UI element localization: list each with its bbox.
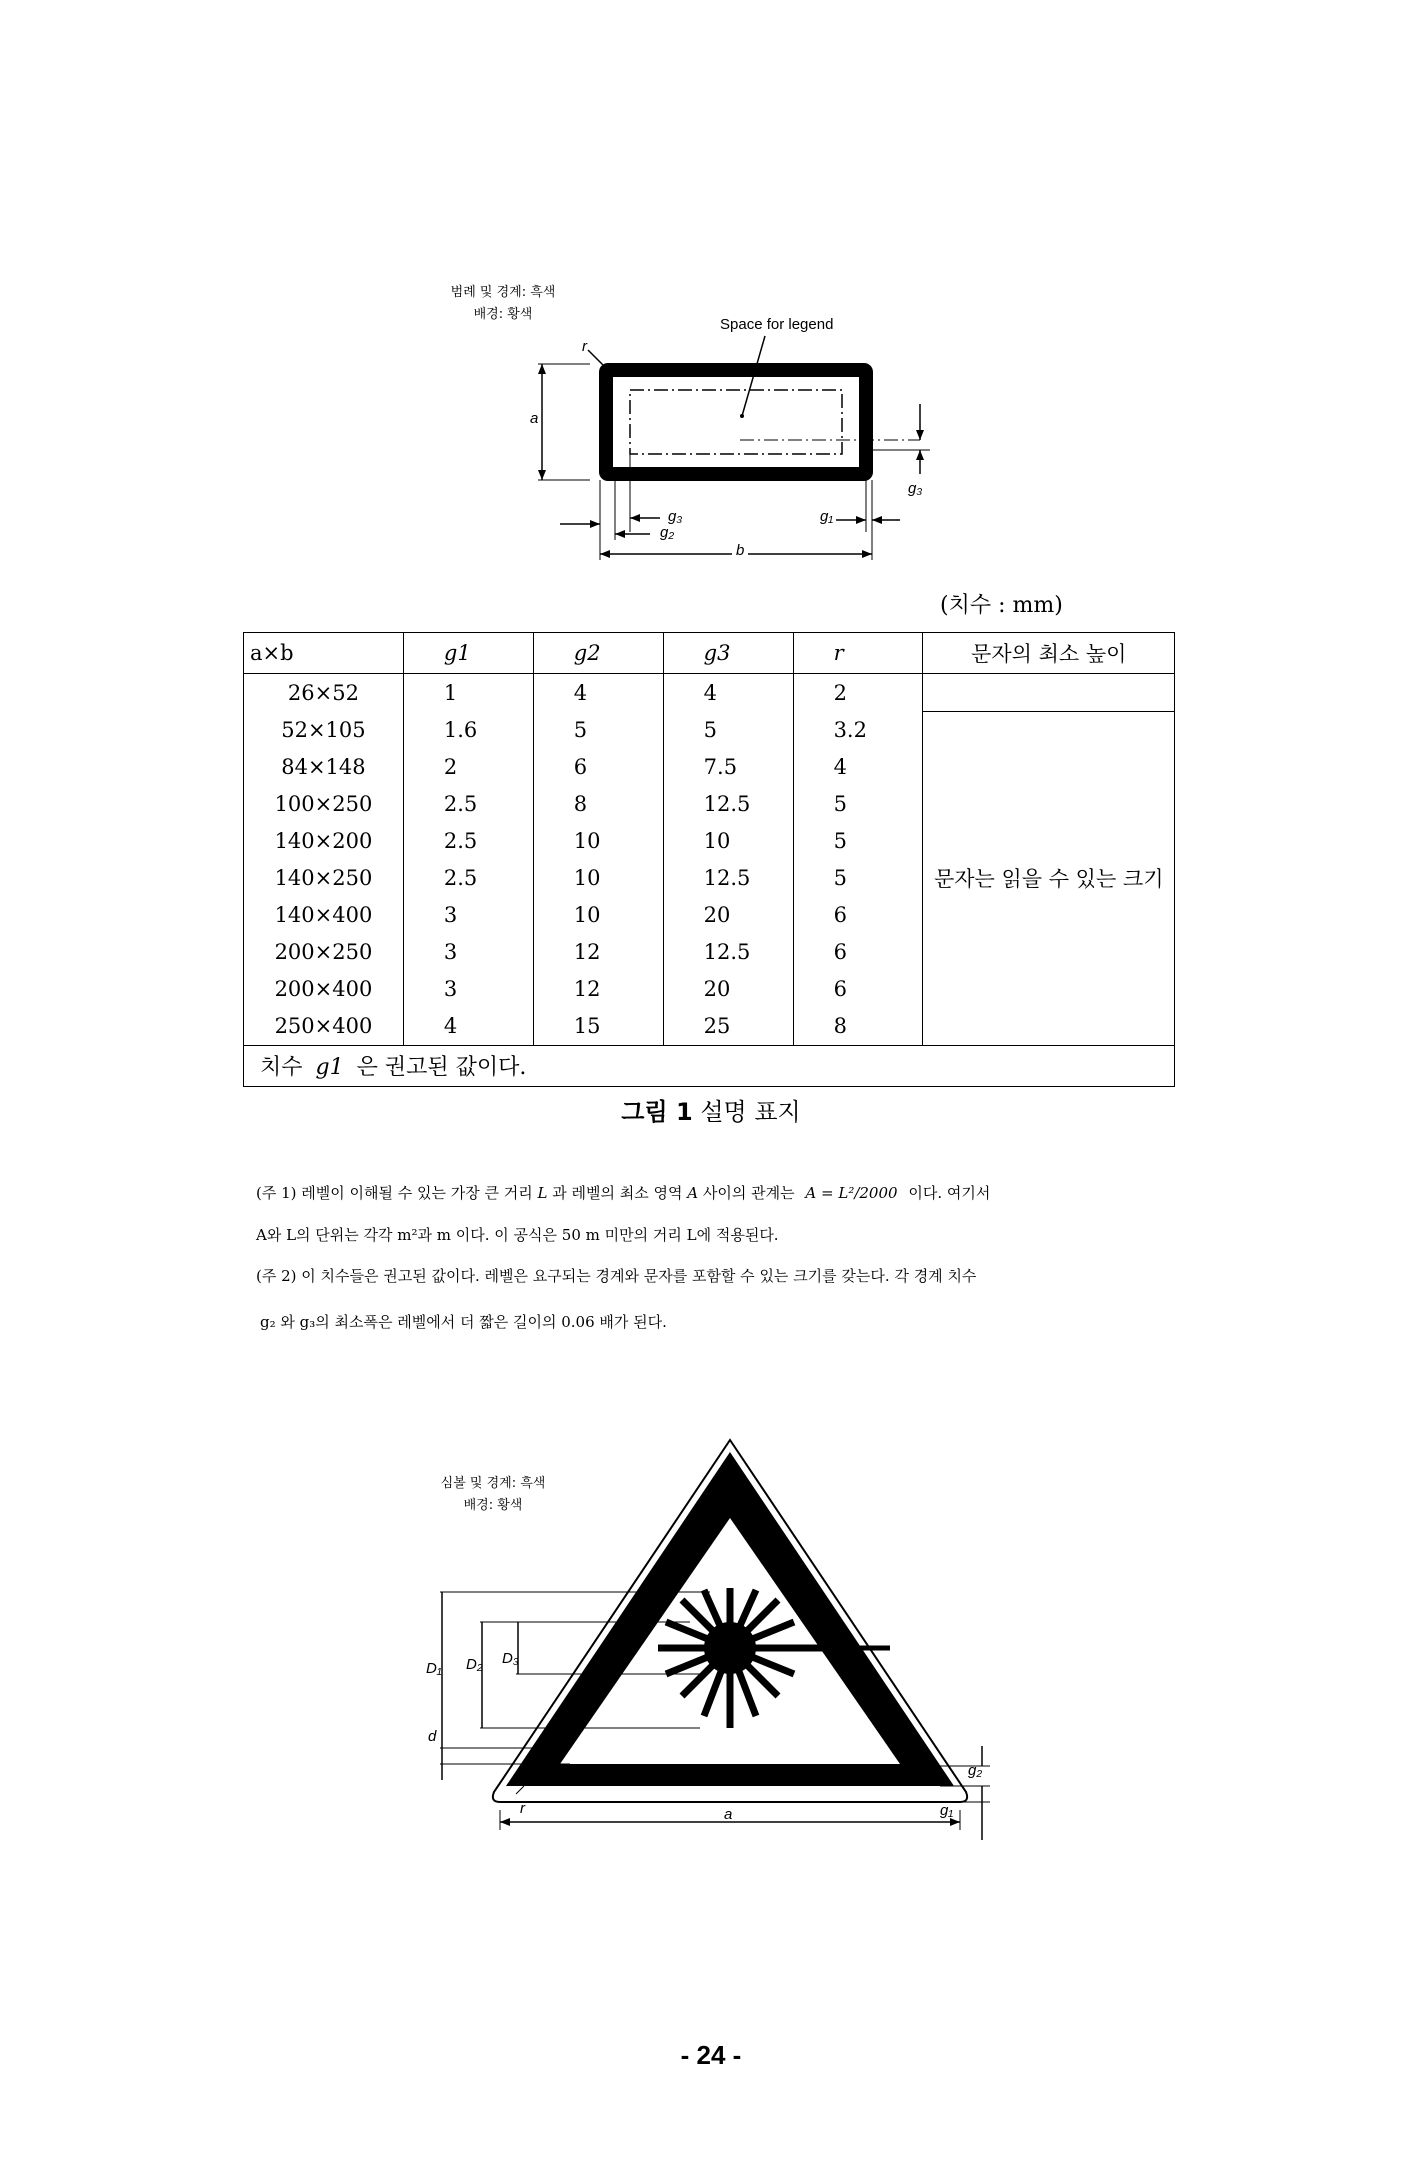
note1-part-b: 과 레벨의 최소 영역	[552, 1184, 683, 1202]
header-min-height: 문자의 최소 높이	[923, 633, 1175, 674]
table-cell: 15	[533, 1008, 663, 1046]
table-cell: 2.5	[403, 860, 533, 897]
note1-part-c: 사이의 관계는	[702, 1184, 795, 1202]
table-cell: 1.6	[403, 712, 533, 749]
table-cell: 5	[793, 823, 923, 860]
table-cell: 6	[793, 897, 923, 934]
fig1-legend-line2: 배경: 황색	[473, 307, 533, 322]
table-cell: 5	[663, 712, 793, 749]
table-cell: 5	[793, 786, 923, 823]
table-cell: 12	[533, 971, 663, 1008]
caption-text: 설명 표지	[700, 1098, 801, 1126]
fig2-dim-D3: D₃	[502, 1650, 519, 1667]
table-cell: 10	[533, 823, 663, 860]
note1-A: A	[687, 1184, 699, 1202]
note1-formula: A = L²/2000	[805, 1184, 898, 1202]
note1-part-d: 이다. 여기서	[908, 1184, 991, 1202]
header-g2: g2	[533, 633, 663, 674]
fig2-dim-a: a	[724, 1806, 733, 1823]
fig1-dim-g1: g₁	[820, 508, 834, 525]
table-cell: 200×250	[244, 934, 404, 971]
table-cell: 2	[793, 674, 923, 712]
table-cell: 10	[663, 823, 793, 860]
table-header-row	[244, 633, 1175, 674]
fig1-dim-g3-right: g₃	[908, 480, 923, 497]
note1-L: L	[537, 1184, 548, 1202]
table-cell: 1	[403, 674, 533, 712]
fig1-dim-g2: g₂	[660, 524, 675, 541]
header-axb: a×b	[244, 633, 404, 674]
fig2-dim-g1: g₁	[940, 1802, 954, 1819]
table-row	[244, 674, 1175, 712]
fig2-dim-D2: D₂	[466, 1656, 483, 1673]
table-note-prefix: 치수	[260, 1055, 303, 1080]
table-cell: 7.5	[663, 749, 793, 786]
table-cell: 250×400	[244, 1008, 404, 1046]
table-cell: 140×250	[244, 860, 404, 897]
header-g1: g1	[403, 633, 533, 674]
table-cell: 26×52	[244, 674, 404, 712]
table-cell: 100×250	[244, 786, 404, 823]
table-cell: 10	[533, 860, 663, 897]
laser-warning-sign	[420, 1430, 1020, 1850]
table-row	[244, 712, 1175, 749]
fig1-dim-b: b	[732, 542, 748, 559]
fig1-dim-r: r	[582, 338, 587, 355]
fig2-legend-line1: 심볼 및 경계: 흑색	[440, 1476, 546, 1491]
table-cell: 6	[533, 749, 663, 786]
table-cell: 2.5	[403, 786, 533, 823]
table-cell: 10	[533, 897, 663, 934]
table-cell: 3	[403, 934, 533, 971]
header-r: r	[793, 633, 923, 674]
table-cell: 52×105	[244, 712, 404, 749]
table-note-suffix: 은 권고된 값이다.	[356, 1055, 527, 1080]
fig2-legend-line2: 배경: 황색	[463, 1498, 523, 1513]
table-cell: 6	[793, 934, 923, 971]
fig2-dim-d: d	[428, 1728, 437, 1745]
note1-part-a: (주 1) 레벨이 이해될 수 있는 가장 큰 거리	[256, 1184, 533, 1202]
fig1-space-label: Space for legend	[720, 316, 834, 333]
table-cell: 25	[663, 1008, 793, 1046]
table-cell: 5	[533, 712, 663, 749]
table-cell: 3.2	[793, 712, 923, 749]
table-cell: 3	[403, 971, 533, 1008]
header-g3: g3	[663, 633, 793, 674]
fig1-legend-line1: 범례 및 경계: 흑색	[450, 285, 556, 300]
merged-cell-text-size: 문자는 읽을 수 있는 크기	[923, 712, 1175, 1046]
table-cell: 140×200	[244, 823, 404, 860]
table-cell: 5	[793, 860, 923, 897]
units-label: (치수 : mm)	[940, 593, 1063, 618]
fig1-dim-g3: g₃	[668, 508, 683, 525]
table-cell: 8	[793, 1008, 923, 1046]
table-cell: 20	[663, 971, 793, 1008]
table-cell: 20	[663, 897, 793, 934]
fig2-dim-D1: D₁	[426, 1660, 442, 1677]
note-2-line2: g₂ 와 g₃의 최소폭은 레벨에서 더 짧은 길이의 0.06 배가 된다.	[260, 1313, 667, 1331]
table-cell: 12	[533, 934, 663, 971]
note-1	[256, 1183, 1176, 1203]
table-cell: 12.5	[663, 934, 793, 971]
fig2-dim-g2: g₂	[968, 1762, 983, 1779]
table-cell: 4	[403, 1008, 533, 1046]
note-1-line2: A와 L의 단위는 각각 m²과 m 이다. 이 공식은 50 m 미만의 거리 L에 적용된다.	[256, 1226, 779, 1244]
figure1-caption	[0, 1092, 1422, 1127]
fig2-dim-r: r	[520, 1800, 525, 1817]
table-note-row	[244, 1045, 1175, 1086]
table-cell: 12.5	[663, 860, 793, 897]
table-cell-empty	[923, 674, 1175, 712]
table-cell: 6	[793, 971, 923, 1008]
table-note-var: g1	[315, 1055, 344, 1080]
table-cell: 4	[663, 674, 793, 712]
table-body	[244, 674, 1175, 1046]
table-cell: 200×400	[244, 971, 404, 1008]
table-cell: 140×400	[244, 897, 404, 934]
dimension-table	[243, 632, 1175, 1087]
table-cell: 12.5	[663, 786, 793, 823]
table-cell: 4	[533, 674, 663, 712]
page-number: - 24 -	[680, 2040, 742, 2070]
caption-label: 그림 1	[621, 1098, 693, 1126]
fig1-dim-a: a	[530, 410, 539, 427]
table-note	[244, 1045, 1175, 1086]
table-cell: 4	[793, 749, 923, 786]
table-cell: 8	[533, 786, 663, 823]
table-cell: 2.5	[403, 823, 533, 860]
table-cell: 84×148	[244, 749, 404, 786]
table-cell: 2	[403, 749, 533, 786]
table-cell: 3	[403, 897, 533, 934]
note-2: (주 2) 이 치수들은 권고된 값이다. 레벨은 요구되는 경계와 문자를 포함할 수 있는 크기를 갖는다. 각 경계 치수	[256, 1267, 977, 1285]
